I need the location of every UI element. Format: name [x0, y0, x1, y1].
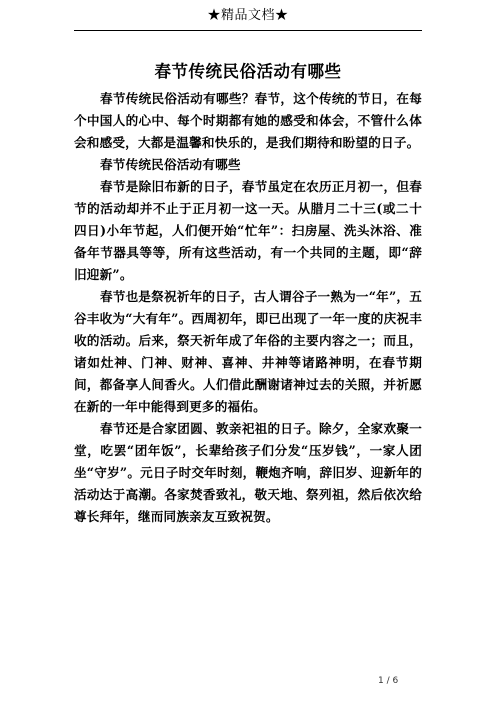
intro-paragraph: 春节传统民俗活动有哪些？春节，这个传统的节日，在每个中国人的心中、每个时期都有她的感受和体会，不管什么体会和感受，大都是温馨和快乐的，是我们期待和盼望的日子。	[74, 91, 422, 150]
page-header: ★精品文档★	[207, 8, 289, 23]
header-divider	[74, 30, 422, 31]
page-number: 1 / 6	[378, 676, 399, 686]
section-heading: 春节传统民俗活动有哪些	[100, 157, 241, 172]
body-paragraph: 春节也是祭祝祈年的日子，古人谓谷子一熟为一“年”，五谷丰收为“大有年”。西周初年，即已出现了一年一度的庆祝丰收的活动。后来，祭天祈年成了年俗的主要内容之一；而且，诸如灶神、门神、财神、喜神、井神等诸路神明，在春节期间，都备享人间香火。人们借此酬谢诸神过去的关照，并祈愿在新的一年中能得到更多的福佑。	[74, 289, 422, 414]
document-title: 春节传统民俗活动有哪些	[154, 62, 342, 81]
document-body	[74, 88, 422, 528]
body-paragraph: 春节还是合家团圆、敦亲祀祖的日子。除夕，全家欢聚一堂，吃罢“团年饭”，长辈给孩子们分发“压岁钱”，一家人团坐“守岁”。元日子时交年时刻，鞭炮齐响，辞旧岁、迎新年的活动达于高潮。各家焚香致礼，敬天地、祭列祖，然后依次给尊长拜年，继而同族亲友互致祝贺。	[74, 421, 422, 524]
body-paragraph: 春节是除旧布新的日子，春节虽定在农历正月初一，但春节的活动却并不止于正月初一这一天。从腊月二十三(或二十四日)小年节起，人们便开始“忙年”：扫房屋、洗头沐浴、准备年节器具等等，所有这些活动，有一个共同的主题，即“辞旧迎新”。	[74, 179, 422, 282]
